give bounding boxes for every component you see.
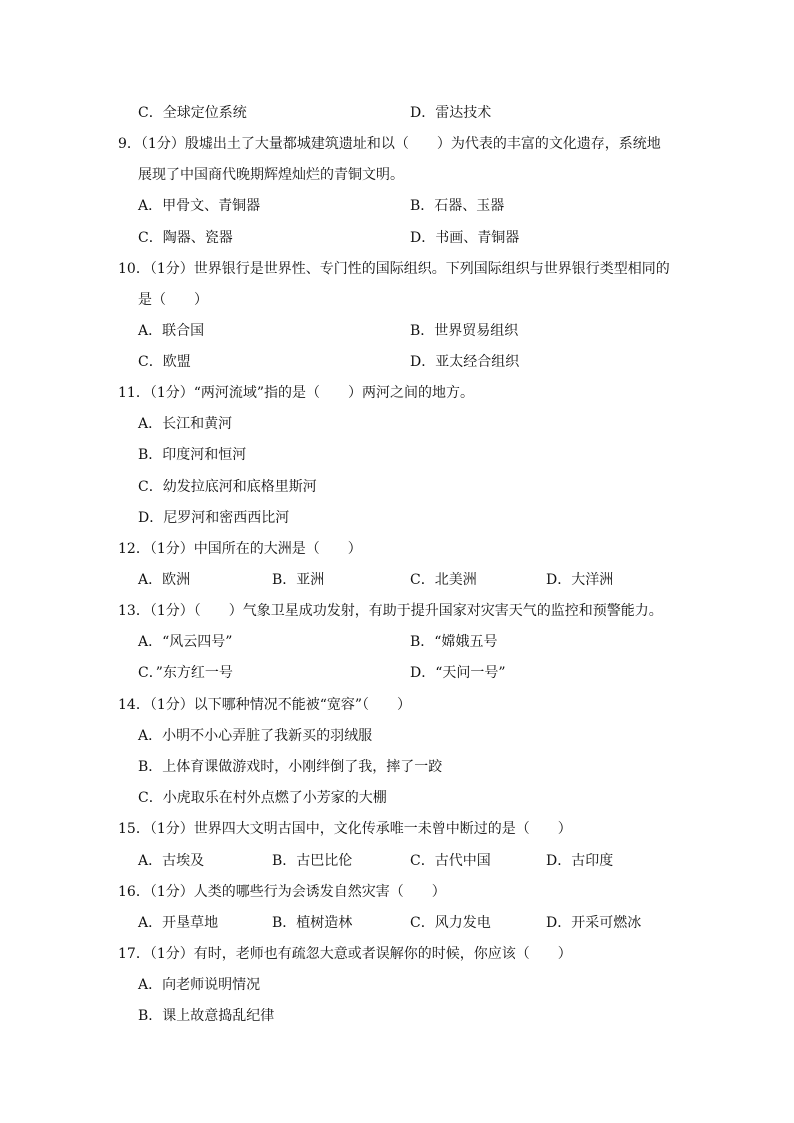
q9-stem-line-1: 9．（1分）殷墟出土了大量都城建筑遗址和以（ ）为代表的丰富的文化遗存，系统地 [118,136,661,152]
q10-option-c[interactable]: C．欧盟 [138,354,191,370]
q13-option-a[interactable]: A．“风云四号” [138,634,233,650]
q11-option-d[interactable]: D．尼罗河和密西西比河 [138,510,290,526]
q16-option-b[interactable]: B．植树造林 [272,915,353,931]
q13-option-c[interactable]: C．”东方红一号 [138,665,233,681]
q16-option-a[interactable]: A．开垦草地 [138,915,219,931]
q15-stem: 15．（1分）世界四大文明古国中，文化传承唯一未曾中断过的是（ ） [118,821,572,837]
q17-stem: 17．（1分）有时，老师也有疏忽大意或者误解你的时候，你应该（ ） [118,946,572,962]
q9-stem-line-2: 展现了中国商代晚期辉煌灿烂的青铜文明。 [138,167,404,183]
q11-stem: 11．（1分）“两河流域”指的是（ ）两河之间的地方。 [118,385,475,401]
q16-option-d[interactable]: D．开采可燃冰 [546,915,642,931]
q15-option-b[interactable]: B．古巴比伦 [272,853,353,869]
q14-stem: 14．（1分）以下哪种情况不能被“宽容”（ ） [118,697,412,713]
q15-option-a[interactable]: A．古埃及 [138,853,205,869]
q10-option-d[interactable]: D．亚太经合组织 [410,354,520,370]
q14-option-a[interactable]: A．小明不小心弄脏了我新买的羽绒服 [138,728,373,744]
q13-stem: 13．（1分）（ ）气象卫星成功发射，有助于提升国家对灾害天气的监控和预警能力。 [118,603,663,619]
q16-stem: 16．（1分）人类的哪些行为会诱发自然灾害（ ） [118,884,446,900]
q16-option-c[interactable]: C．风力发电 [410,915,491,931]
q9-option-a[interactable]: A．甲骨文、青铜器 [138,198,261,214]
q17-option-b[interactable]: B．课上故意捣乱纪律 [138,1008,275,1024]
q9-option-d[interactable]: D．书画、青铜器 [410,230,520,246]
q8-option-d[interactable]: D．雷达技术 [410,105,492,121]
q15-option-d[interactable]: D．古印度 [546,853,614,869]
q10-stem-line-2: 是（ ） [138,292,208,308]
q11-option-b[interactable]: B．印度河和恒河 [138,447,247,463]
q10-option-a[interactable]: A．联合国 [138,323,205,339]
q14-option-b[interactable]: B．上体育课做游戏时，小刚绊倒了我，摔了一跤 [138,759,443,775]
q12-option-c[interactable]: C．北美洲 [410,572,477,588]
q12-option-d[interactable]: D．大洋洲 [546,572,614,588]
q10-stem-line-1: 10．（1分）世界银行是世界性、专门性的国际组织。下列国际组织与世界银行类型相同的 [118,261,670,277]
q17-option-a[interactable]: A．向老师说明情况 [138,977,261,993]
q14-option-c[interactable]: C．小虎取乐在村外点燃了小芳家的大棚 [138,790,387,806]
q13-option-d[interactable]: D．“天问一号” [410,665,506,681]
q12-option-a[interactable]: A．欧洲 [138,572,191,588]
q10-option-b[interactable]: B．世界贸易组织 [410,323,519,339]
q15-option-c[interactable]: C．古代中国 [410,853,491,869]
q13-option-b[interactable]: B．“嫦娥五号 [410,634,498,650]
q11-option-a[interactable]: A．长江和黄河 [138,416,233,432]
q8-option-c[interactable]: C．全球定位系统 [138,105,247,121]
q9-option-b[interactable]: B．石器、玉器 [410,198,505,214]
q9-option-c[interactable]: C．陶器、瓷器 [138,230,233,246]
q11-option-c[interactable]: C．幼发拉底河和底格里斯河 [138,479,317,495]
q12-stem: 12．（1分）中国所在的大洲是（ ） [118,541,362,557]
q12-option-b[interactable]: B．亚洲 [272,572,325,588]
